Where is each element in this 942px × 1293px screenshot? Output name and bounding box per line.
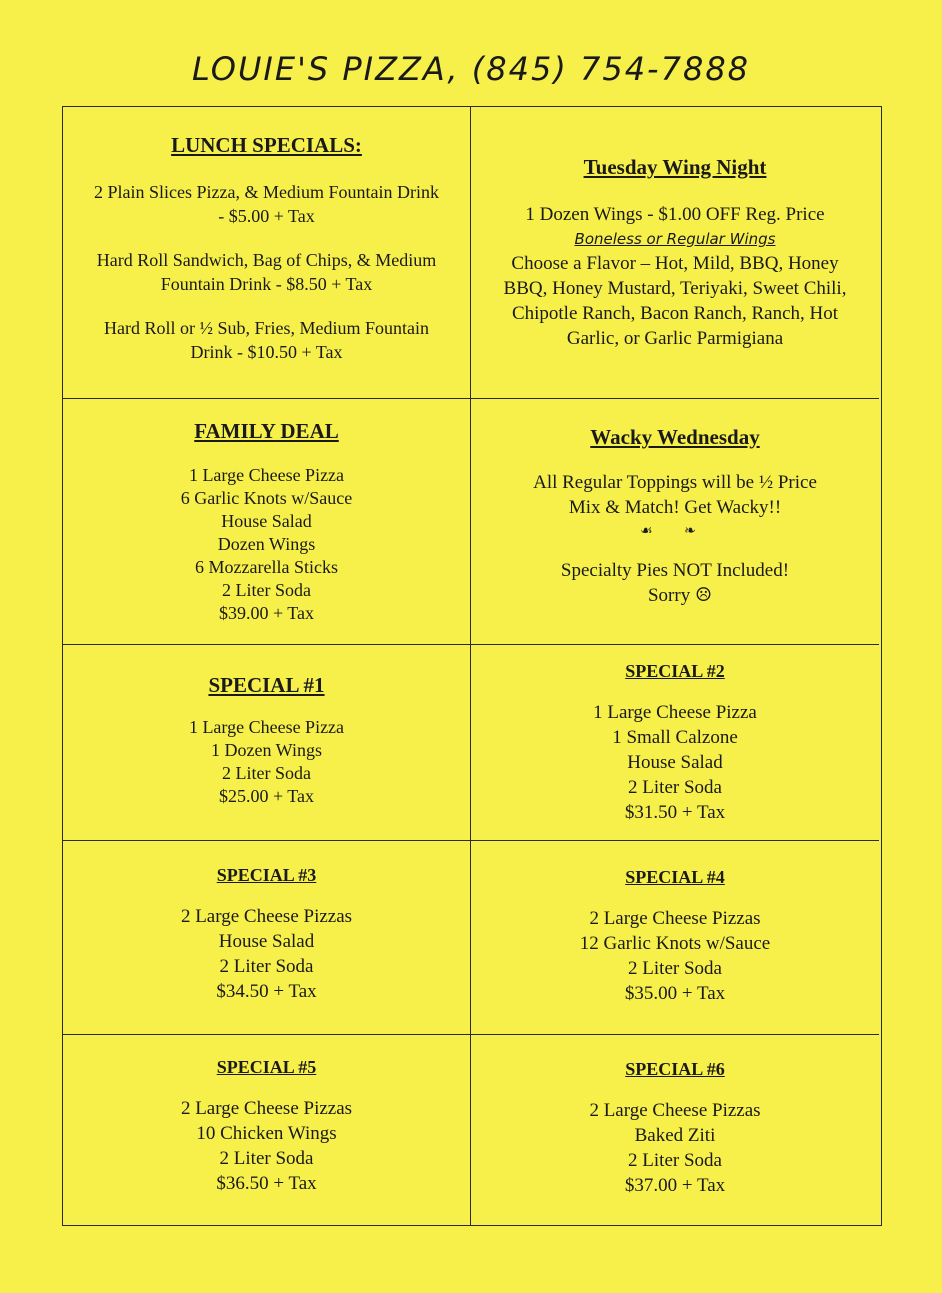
special-4-line: 12 Garlic Knots w/Sauce	[579, 933, 771, 954]
special-6-line: Baked Ziti	[634, 1125, 716, 1146]
special-4-cell	[471, 841, 879, 1035]
special-5-price: $36.50 + Tax	[216, 1173, 317, 1194]
lunch-item-line: 2 Plain Slices Pizza, & Medium Fountain Drink	[94, 182, 439, 202]
wacky-heading: Wacky Wednesday	[590, 425, 760, 449]
special-2-cell	[471, 645, 879, 841]
menu-grid	[62, 106, 882, 1226]
lunch-item-line: Hard Roll Sandwich, Bag of Chips, & Medium	[96, 250, 437, 270]
tuesday-line: Choose a Flavor – Hot, Mild, BBQ, Honey	[511, 253, 839, 274]
special-4-price: $35.00 + Tax	[624, 983, 726, 1004]
special-6-line: 2 Large Cheese Pizzas	[589, 1100, 761, 1121]
wacky-wednesday-cell	[471, 399, 879, 645]
special-1-heading: SPECIAL #1	[208, 673, 325, 697]
special-5-line: 2 Liter Soda	[219, 1148, 314, 1169]
special-3-cell	[63, 841, 471, 1035]
family-deal-cell	[63, 399, 471, 645]
family-deal-line: 2 Liter Soda	[222, 580, 311, 600]
wacky-line: All Regular Toppings will be ½ Price	[533, 472, 817, 493]
family-deal-line: House Salad	[221, 511, 312, 531]
family-deal-line: 6 Mozzarella Sticks	[195, 557, 338, 577]
special-4-line: 2 Large Cheese Pizzas	[589, 908, 761, 929]
lunch-item-price: Fountain Drink - $8.50 + Tax	[160, 274, 373, 294]
special-6-line: 2 Liter Soda	[628, 1150, 722, 1171]
lunch-item	[94, 180, 439, 228]
special-5-line: 10 Chicken Wings	[196, 1123, 337, 1144]
special-2-line: 2 Liter Soda	[628, 777, 722, 798]
special-5-heading: SPECIAL #5	[216, 1057, 317, 1077]
wacky-line: Mix & Match! Get Wacky!!	[568, 497, 782, 518]
special-2-line: House Salad	[627, 752, 723, 773]
tuesday-line: BBQ, Honey Mustard, Teriyaki, Sweet Chili,	[503, 278, 847, 299]
special-4-heading: SPECIAL #4	[625, 867, 725, 887]
lunch-specials-heading: LUNCH SPECIALS:	[171, 133, 362, 157]
tuesday-line: 1 Dozen Wings - $1.00 OFF Reg. Price	[525, 204, 825, 225]
lunch-item-price: - $5.00 + Tax	[218, 206, 315, 226]
family-deal-line: 6 Garlic Knots w/Sauce	[180, 488, 353, 508]
lunch-item-price: Drink - $10.50 + Tax	[190, 342, 343, 362]
special-1-line: 2 Liter Soda	[222, 763, 311, 783]
special-6-cell	[471, 1035, 879, 1225]
special-4-line: 2 Liter Soda	[628, 958, 722, 979]
family-deal-line: Dozen Wings	[217, 534, 316, 554]
page-title: LOUIE'S PIZZA, (845) 754-7888	[191, 50, 751, 88]
special-3-line: House Salad	[218, 931, 315, 952]
special-2-line: 1 Large Cheese Pizza	[593, 702, 757, 723]
special-1-price: $25.00 + Tax	[218, 786, 315, 806]
special-5-cell	[63, 1035, 471, 1225]
special-6-heading: SPECIAL #6	[625, 1059, 725, 1079]
tuesday-subheading: Boneless or Regular Wings	[574, 230, 776, 248]
special-2-line: 1 Small Calzone	[612, 727, 738, 748]
tuesday-heading: Tuesday Wing Night	[583, 155, 767, 179]
special-6-price: $37.00 + Tax	[624, 1175, 726, 1196]
family-deal-heading: FAMILY DEAL	[194, 419, 339, 443]
family-deal-line: 1 Large Cheese Pizza	[188, 465, 345, 485]
tuesday-line: Chipotle Ranch, Bacon Ranch, Ranch, Hot	[511, 303, 839, 324]
lunch-item-line: Hard Roll or ½ Sub, Fries, Medium Fountain	[104, 318, 429, 338]
wacky-line: Specialty Pies NOT Included!	[560, 560, 790, 581]
family-deal-price: $39.00 + Tax	[218, 603, 315, 623]
special-3-line: 2 Large Cheese Pizzas	[180, 906, 353, 927]
special-3-heading: SPECIAL #3	[216, 865, 317, 885]
special-3-price: $34.50 + Tax	[216, 981, 317, 1002]
tuesday-wing-night-cell	[471, 107, 879, 399]
lunch-item	[104, 316, 429, 364]
special-1-line: 1 Dozen Wings	[211, 740, 322, 760]
lunch-item	[97, 248, 436, 296]
wacky-line: Sorry ☹	[647, 585, 712, 606]
special-3-line: 2 Liter Soda	[219, 956, 314, 977]
lunch-specials-cell	[63, 107, 471, 399]
special-2-price: $31.50 + Tax	[624, 802, 726, 823]
special-2-heading: SPECIAL #2	[625, 661, 725, 681]
special-5-line: 2 Large Cheese Pizzas	[180, 1098, 353, 1119]
special-1-line: 1 Large Cheese Pizza	[188, 717, 345, 737]
tuesday-line: Garlic, or Garlic Parmigiana	[566, 328, 784, 349]
special-1-cell	[63, 645, 471, 841]
fleuron-icon: ☙ ❧	[640, 524, 710, 539]
